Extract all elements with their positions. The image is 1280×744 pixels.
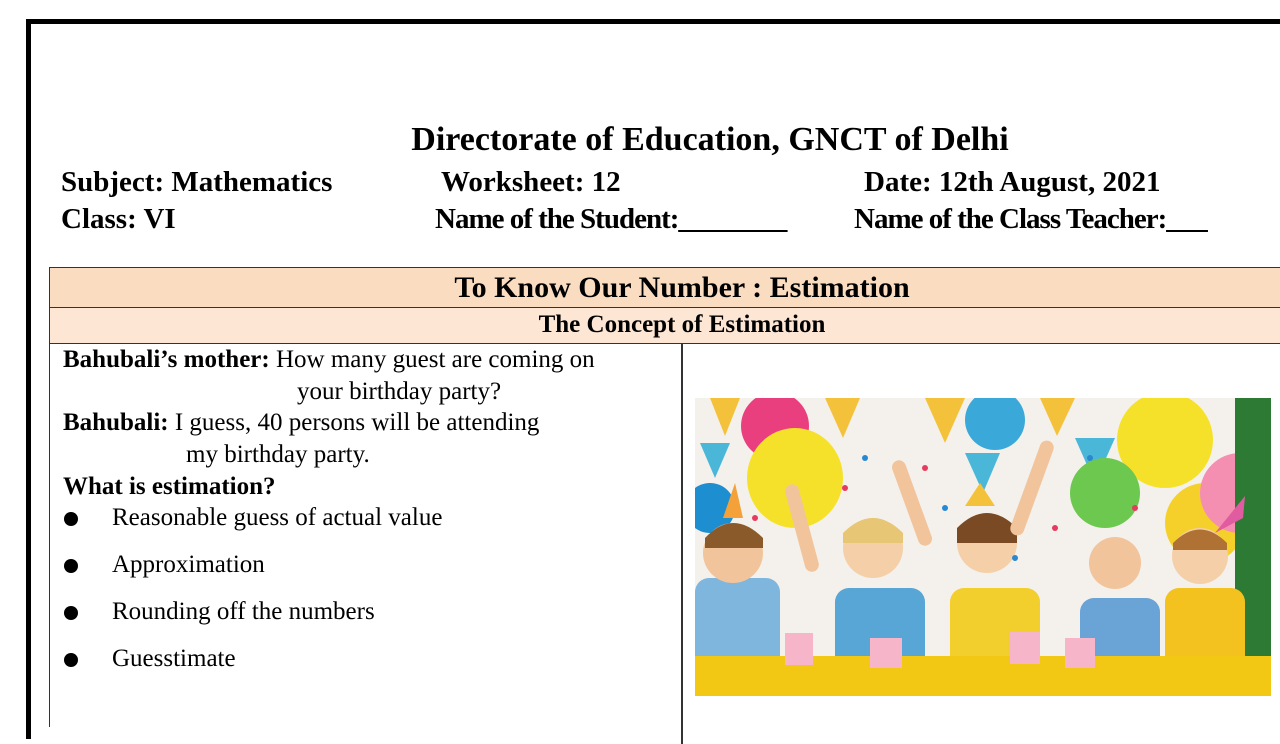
bullet-icon [64, 653, 78, 667]
estimation-question: What is estimation? [63, 473, 276, 500]
bullet-text: Rounding off the numbers [112, 598, 375, 625]
sub-heading: The Concept of Estimation [538, 311, 826, 338]
birthday-party-photo-icon [695, 398, 1271, 696]
subject-label: Subject: Mathematics [61, 166, 333, 198]
son-answer-1: I guess, 40 persons will be attending [174, 409, 540, 436]
bullet-text: Approximation [112, 551, 265, 578]
class-label: Class: VI [61, 203, 176, 235]
page-title: Directorate of Education, GNCT of Delhi [411, 121, 1009, 158]
bullet-icon [64, 606, 78, 620]
bullet-icon [64, 559, 78, 573]
column-divider [681, 344, 683, 744]
bullet-icon [64, 512, 78, 526]
page-margin [0, 0, 22, 720]
son-dialogue-line1 [63, 409, 539, 437]
sub-heading-row [50, 308, 1280, 344]
bullet-text: Guesstimate [112, 645, 236, 672]
student-name-field: Name of the Student:________ [435, 203, 787, 235]
main-heading-row [50, 268, 1280, 308]
worksheet-number: Worksheet: 12 [441, 166, 621, 198]
mother-dialogue-line1 [63, 346, 595, 374]
mother-question-1: How many guest are coming on [275, 346, 595, 373]
mother-speaker: Bahubali’s mother: [63, 346, 270, 373]
son-speaker: Bahubali: [63, 409, 169, 436]
bullet-text: Reasonable guess of actual value [112, 504, 443, 531]
son-answer-2: my birthday party. [186, 441, 370, 468]
date-label: Date: 12th August, 2021 [864, 166, 1161, 198]
main-heading: To Know Our Number : Estimation [454, 271, 910, 304]
teacher-name-field: Name of the Class Teacher:___ [854, 203, 1207, 235]
mother-question-2: your birthday party? [297, 378, 502, 405]
